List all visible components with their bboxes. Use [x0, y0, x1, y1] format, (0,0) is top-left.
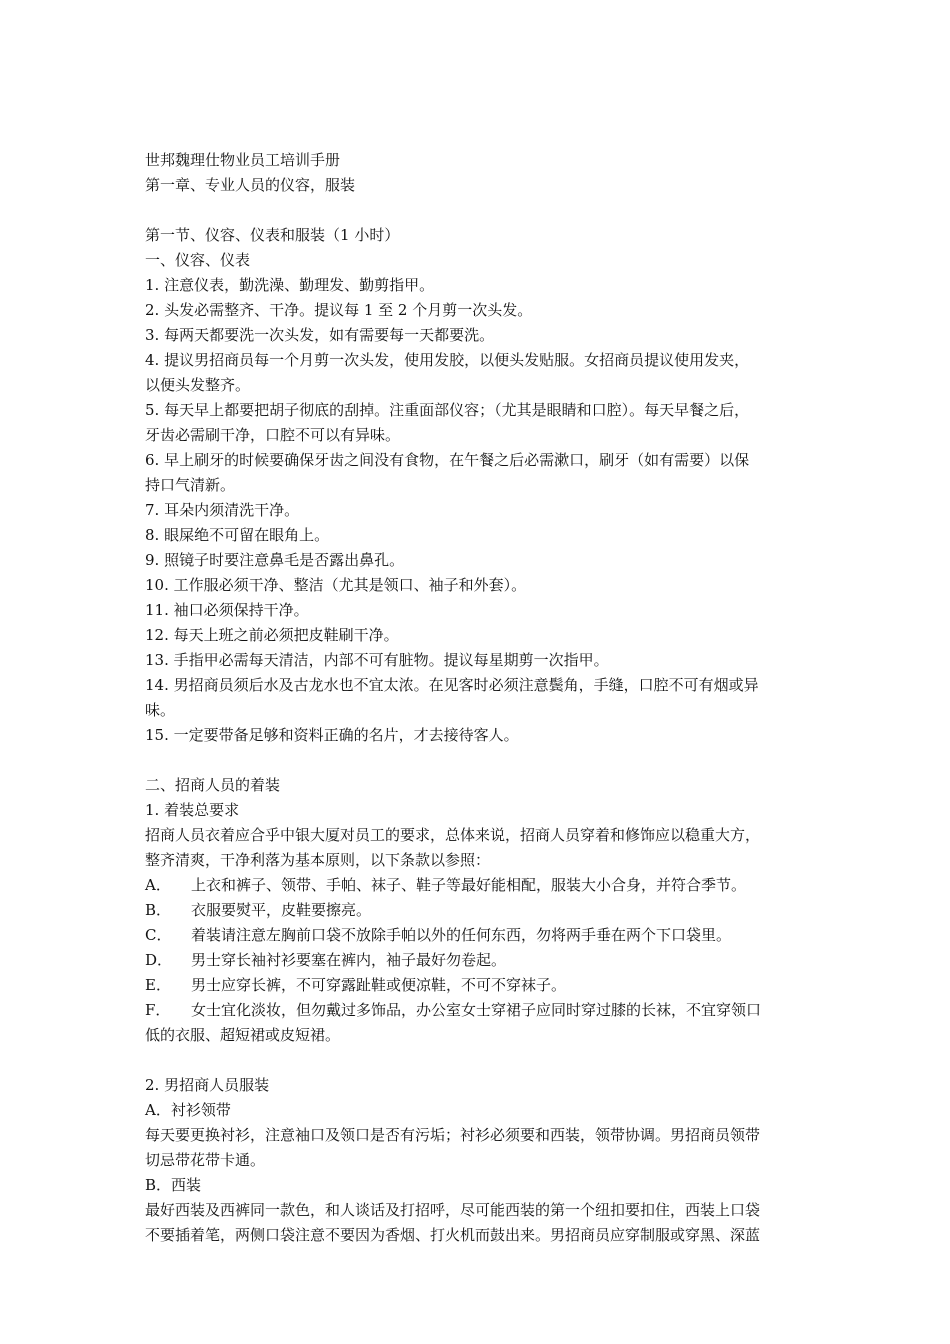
document-page	[145, 148, 845, 1248]
list-item-letter: D．	[145, 951, 173, 969]
list-item	[145, 573, 845, 598]
list-item-number: 14.	[145, 676, 169, 694]
spacer	[145, 1048, 845, 1073]
list-item-text: 男招商员须后水及古龙水也不宜太浓。在见客时必须注意鬓角，手缝，口腔不可有烟或异	[168, 676, 759, 694]
list-item-text: 一定要带备足够和资料正确的名片，才去接待客人。	[168, 726, 519, 744]
list-item-text: 耳朵内须清洗干净。	[159, 501, 300, 519]
list-item-text: 手指甲必需每天清洁，内部不可有脏物。提议每星期剪一次指甲。	[168, 651, 609, 669]
list-item-number: 3.	[145, 326, 160, 344]
paragraph-line: 最好西装及西裤同一款色，和人谈话及打招呼，尽可能西装的第一个纽扣要扣住，西装上口袋	[145, 1201, 761, 1219]
list-item	[145, 673, 845, 698]
list-item	[145, 973, 845, 998]
spacer	[145, 198, 845, 223]
list-item	[145, 648, 845, 673]
sub-subsection-heading: 1. 着装总要求	[145, 801, 240, 819]
list-item-letter: B．	[145, 901, 172, 919]
list-item-letter: C．	[145, 926, 172, 944]
list-item-continuation: 持口气清新。	[145, 476, 236, 494]
list-item-number: 11.	[145, 601, 169, 619]
list-item-text: 袖口必须保持干净。	[168, 601, 309, 619]
list-item-continuation: 牙齿必需刷干净，口腔不可以有异味。	[145, 426, 401, 444]
list-item	[145, 398, 845, 423]
list-item-text: 眼屎绝不可留在眼角上。	[159, 526, 330, 544]
item-heading: B．西装	[145, 1176, 202, 1194]
list-item-continuation: 低的衣服、超短裙或皮短裙。	[145, 1026, 341, 1044]
list-item	[145, 323, 845, 348]
list-item-number: 15.	[145, 726, 169, 744]
list-item-number: 8.	[145, 526, 160, 544]
list-item-text: 工作服必须干净、整洁（尤其是领口、袖子和外套）。	[168, 576, 527, 594]
list-item-number: 1.	[145, 276, 160, 294]
spacer	[145, 748, 845, 773]
list-item	[145, 273, 845, 298]
subsection-heading: 一、仪容、仪表	[145, 251, 251, 269]
paragraph-line: 招商人员衣着应合乎中银大厦对员工的要求，总体来说，招商人员穿着和修饰应以稳重大方，	[145, 826, 761, 844]
list-item-number: 9.	[145, 551, 160, 569]
subsection-heading: 二、招商人员的着装	[145, 776, 281, 794]
list-item	[145, 623, 845, 648]
list-item-number: 2.	[145, 301, 160, 319]
list-item-text: 男士应穿长裤，不可穿露趾鞋或便凉鞋，不可不穿袜子。	[191, 976, 567, 994]
list-item-text: 提议男招商员每一个月剪一次头发，使用发胶，以便头发贴服。女招商员提议使用发夹，	[159, 351, 750, 369]
list-item-text: 男士穿长袖衬衫要塞在裤内，袖子最好勿卷起。	[191, 951, 507, 969]
list-item-number: 5.	[145, 401, 160, 419]
list-item-letter: A．	[145, 876, 171, 894]
list-item-number: 7.	[145, 501, 160, 519]
paragraph-line: 整齐清爽，干净利落为基本原则，以下条款以参照：	[145, 851, 491, 869]
paragraph-line: 不要插着笔，两侧口袋注意不要因为香烟、打火机而鼓出来。男招商员应穿制服或穿黑、深蓝	[145, 1226, 761, 1244]
list-item-text: 衣服要熨平，皮鞋要擦亮。	[191, 901, 372, 919]
list-item-text: 着装请注意左胸前口袋不放除手帕以外的任何东西，勿将两手垂在两个下口袋里。	[191, 926, 732, 944]
list-item-text: 每两天都要洗一次头发，如有需要每一天都要洗。	[159, 326, 495, 344]
list-item	[145, 548, 845, 573]
list-item-letter: F．	[145, 1001, 171, 1019]
document-title: 世邦魏理仕物业员工培训手册	[145, 151, 341, 169]
list-item	[145, 873, 845, 898]
list-item-number: 10.	[145, 576, 169, 594]
list-item	[145, 598, 845, 623]
list-item-number: 12.	[145, 626, 169, 644]
list-item	[145, 298, 845, 323]
list-item	[145, 498, 845, 523]
list-item	[145, 348, 845, 373]
list-item-continuation: 以便头发整齐。	[145, 376, 251, 394]
paragraph-line: 切忌带花带卡通。	[145, 1151, 266, 1169]
list-item-text: 上衣和裤子、领带、手帕、袜子、鞋子等最好能相配，服装大小合身，并符合季节。	[191, 876, 747, 894]
list-item	[145, 898, 845, 923]
list-item	[145, 723, 845, 748]
list-item	[145, 923, 845, 948]
list-item-text: 每天早上都要把胡子彻底的刮掉。注重面部仪容；（尤其是眼睛和口腔）。每天早餐之后，	[159, 401, 750, 419]
list-item	[145, 448, 845, 473]
list-item-letter: E．	[145, 976, 171, 994]
list-item-text: 早上刷牙的时候要确保牙齿之间没有食物，在午餐之后必需漱口，刷牙（如有需要）以保	[159, 451, 750, 469]
list-item-text: 注意仪表，勤洗澡、勤理发、勤剪指甲。	[159, 276, 435, 294]
dress-rules-list	[145, 873, 845, 1048]
list-item-text: 女士宜化淡妆，但勿戴过多饰品，办公室女士穿裙子应同时穿过膝的长袜，不宜穿领口	[191, 1001, 762, 1019]
section-heading: 第一节、仪容、仪表和服装（1 小时）	[145, 226, 400, 244]
grooming-list	[145, 273, 845, 748]
list-item-number: 4.	[145, 351, 160, 369]
item-heading: A．衬衫领带	[145, 1101, 231, 1119]
list-item	[145, 523, 845, 548]
list-item-number: 13.	[145, 651, 169, 669]
list-item	[145, 998, 845, 1023]
chapter-heading: 第一章、专业人员的仪容，服装	[145, 176, 356, 194]
list-item-number: 6.	[145, 451, 160, 469]
list-item-text: 照镜子时要注意鼻毛是否露出鼻孔。	[159, 551, 405, 569]
paragraph-line: 每天要更换衬衫，注意袖口及领口是否有污垢；衬衫必须要和西装，领带协调。男招商员领带	[145, 1126, 761, 1144]
list-item-text: 头发必需整齐、干净。提议每 1 至 2 个月剪一次头发。	[159, 301, 533, 319]
sub-subsection-heading: 2. 男招商人员服装	[145, 1076, 270, 1094]
list-item-continuation: 味。	[145, 701, 176, 719]
list-item-text: 每天上班之前必须把皮鞋刷干净。	[168, 626, 399, 644]
list-item	[145, 948, 845, 973]
